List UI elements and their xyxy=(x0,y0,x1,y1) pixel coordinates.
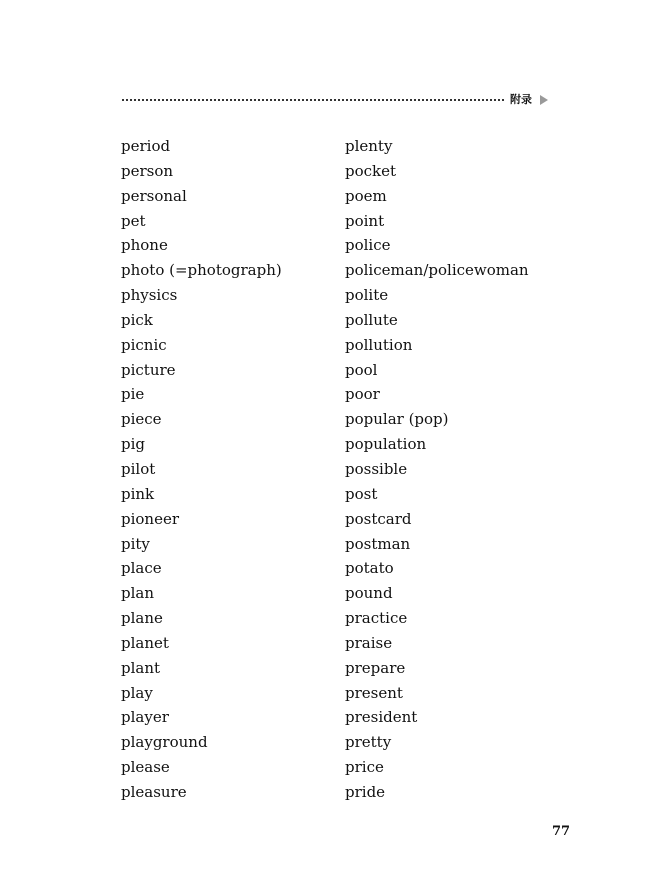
word-list-right xyxy=(345,134,560,805)
word-item: postman xyxy=(345,534,411,553)
word-item: postcard xyxy=(345,509,412,528)
word-item: phone xyxy=(121,236,168,255)
word-item: pride xyxy=(345,782,386,801)
word-item: plenty xyxy=(345,137,393,155)
word-item: pound xyxy=(345,584,393,603)
word-item: person xyxy=(121,161,174,180)
word-item: period xyxy=(121,137,171,155)
word-item: pink xyxy=(121,484,155,503)
word-item: playground xyxy=(121,733,208,752)
section-label: 附录 xyxy=(510,93,532,106)
triangle-arrow-icon xyxy=(540,95,548,105)
word-item: pollute xyxy=(345,310,398,329)
word-item: physics xyxy=(121,286,178,305)
word-item: plane xyxy=(121,609,163,628)
word-item: pollution xyxy=(345,335,413,354)
word-item: population xyxy=(345,435,427,454)
word-item: plan xyxy=(121,584,155,603)
word-item: place xyxy=(121,559,162,578)
word-item: polite xyxy=(345,286,389,305)
page-number: 77 xyxy=(552,824,571,839)
word-item: player xyxy=(121,708,169,727)
word-item: personal xyxy=(121,186,187,205)
word-item: point xyxy=(345,211,385,230)
word-item: policeman/policewoman xyxy=(345,261,529,280)
dotted-rule xyxy=(122,99,504,101)
word-item: pilot xyxy=(121,459,156,478)
word-item: poem xyxy=(345,186,387,205)
word-item: price xyxy=(345,758,384,777)
word-item: present xyxy=(345,683,403,702)
word-item: pity xyxy=(121,534,150,553)
word-item: police xyxy=(345,236,391,255)
word-item: picnic xyxy=(121,335,167,354)
word-list-left xyxy=(121,134,336,805)
word-item: picture xyxy=(121,360,176,379)
word-item: pie xyxy=(121,385,145,404)
word-item: pool xyxy=(345,360,378,379)
word-item: president xyxy=(345,708,418,727)
word-item: possible xyxy=(345,459,408,478)
word-item: practice xyxy=(345,609,408,628)
word-item: pioneer xyxy=(121,509,180,528)
word-item: please xyxy=(121,758,170,777)
word-item: plant xyxy=(121,658,161,677)
word-item: play xyxy=(121,683,153,702)
word-item: pick xyxy=(121,310,153,329)
word-item: post xyxy=(345,484,378,503)
word-item: poor xyxy=(345,385,380,404)
word-item: photo (=photograph) xyxy=(121,261,282,280)
running-header xyxy=(122,92,552,108)
word-item: popular (pop) xyxy=(345,410,449,429)
word-item: pig xyxy=(121,435,146,454)
word-item: pretty xyxy=(345,733,392,752)
word-item: pleasure xyxy=(121,782,187,801)
word-item: pocket xyxy=(345,161,397,180)
word-item: prepare xyxy=(345,658,406,677)
word-item: praise xyxy=(345,633,393,652)
word-item: planet xyxy=(121,633,169,652)
word-item: potato xyxy=(345,559,394,578)
word-item: piece xyxy=(121,410,162,429)
word-item: pet xyxy=(121,211,146,230)
